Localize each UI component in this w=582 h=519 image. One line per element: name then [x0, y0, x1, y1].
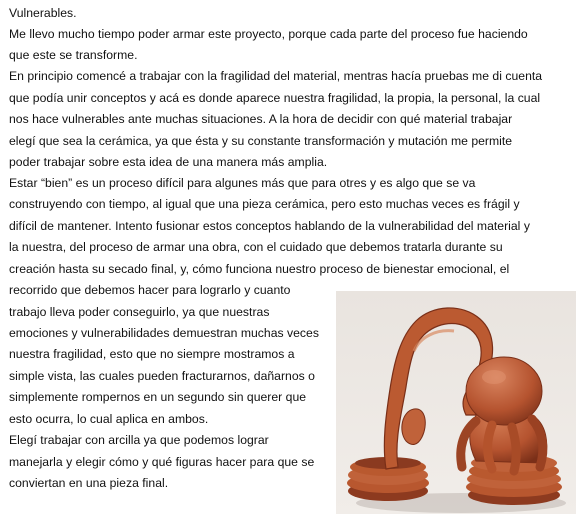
- paragraph-line: esto ocurra, lo cual aplica en ambos.: [9, 412, 209, 426]
- paragraph-line: manejarla y elegir cómo y qué figuras hacer para que se: [9, 455, 315, 469]
- paragraph-line: que podía unir conceptos y acá es donde aparece nuestra fragilidad, la propia, la personal, la cual: [9, 91, 541, 105]
- clay-sculpture-photo: [336, 291, 576, 514]
- clay-sculpture-icon: [336, 291, 576, 514]
- paragraph-line: poder trabajar sobre esta idea de una manera más amplia.: [9, 155, 328, 169]
- paragraph-line: trabajo lleva poder conseguirlo, ya que nuestras: [9, 305, 270, 319]
- paragraph-line: conviertan en una pieza final.: [9, 476, 169, 490]
- paragraph-line: creación hasta su secado final, y, cómo funciona nuestro proceso de bienestar emocional, el: [9, 262, 510, 276]
- paragraph-line: Me llevo mucho tiempo poder armar este proyecto, porque cada parte del proceso fue haciendo: [9, 27, 528, 41]
- paragraph-line: Estar “bien” es un proceso difícil para algunes más que para otres y es algo que se va: [9, 176, 476, 190]
- paragraph-line: que este se transforme.: [9, 48, 138, 62]
- paragraph-line: difícil de mantener. Intento fusionar estos conceptos hablando de la vulnerabilidad del material y: [9, 219, 530, 233]
- paragraph-line: simple vista, las cuales pueden fracturarnos, dañarnos o: [9, 369, 315, 383]
- paragraph-line: construyendo con tiempo, al igual que una pieza cerámica, pero esto muchas veces es frágil y: [9, 197, 520, 211]
- paragraph-line: emociones y vulnerabilidades demuestran muchas veces: [9, 326, 319, 340]
- paragraph-line: elegí que sea la cerámica, ya que ésta y su constante transformación y mutación me permite: [9, 134, 513, 148]
- paragraph-line: Elegí trabajar con arcilla ya que podemos lograr: [9, 433, 269, 447]
- paragraph-line: En principio comencé a trabajar con la fragilidad del material, mentras hacía pruebas me di cuenta: [9, 69, 543, 83]
- paragraph-line: recorrido que debemos hacer para lograrlo y cuanto: [9, 283, 291, 297]
- paragraph-line: la nuestra, del proceso de armar una obra, con el cuidado que debemos tratarla durante su: [9, 240, 503, 254]
- document-heading: Vulnerables.: [9, 6, 77, 20]
- paragraph-line: simplemente rompernos en un segundo sin querer que: [9, 390, 307, 404]
- paragraph-line: nuestra fragilidad, esto que no siempre mostramos a: [9, 347, 295, 361]
- paragraph-line: nos hace vulnerables ante muchas situaciones. A la hora de decidir con qué material trabajar: [9, 112, 513, 126]
